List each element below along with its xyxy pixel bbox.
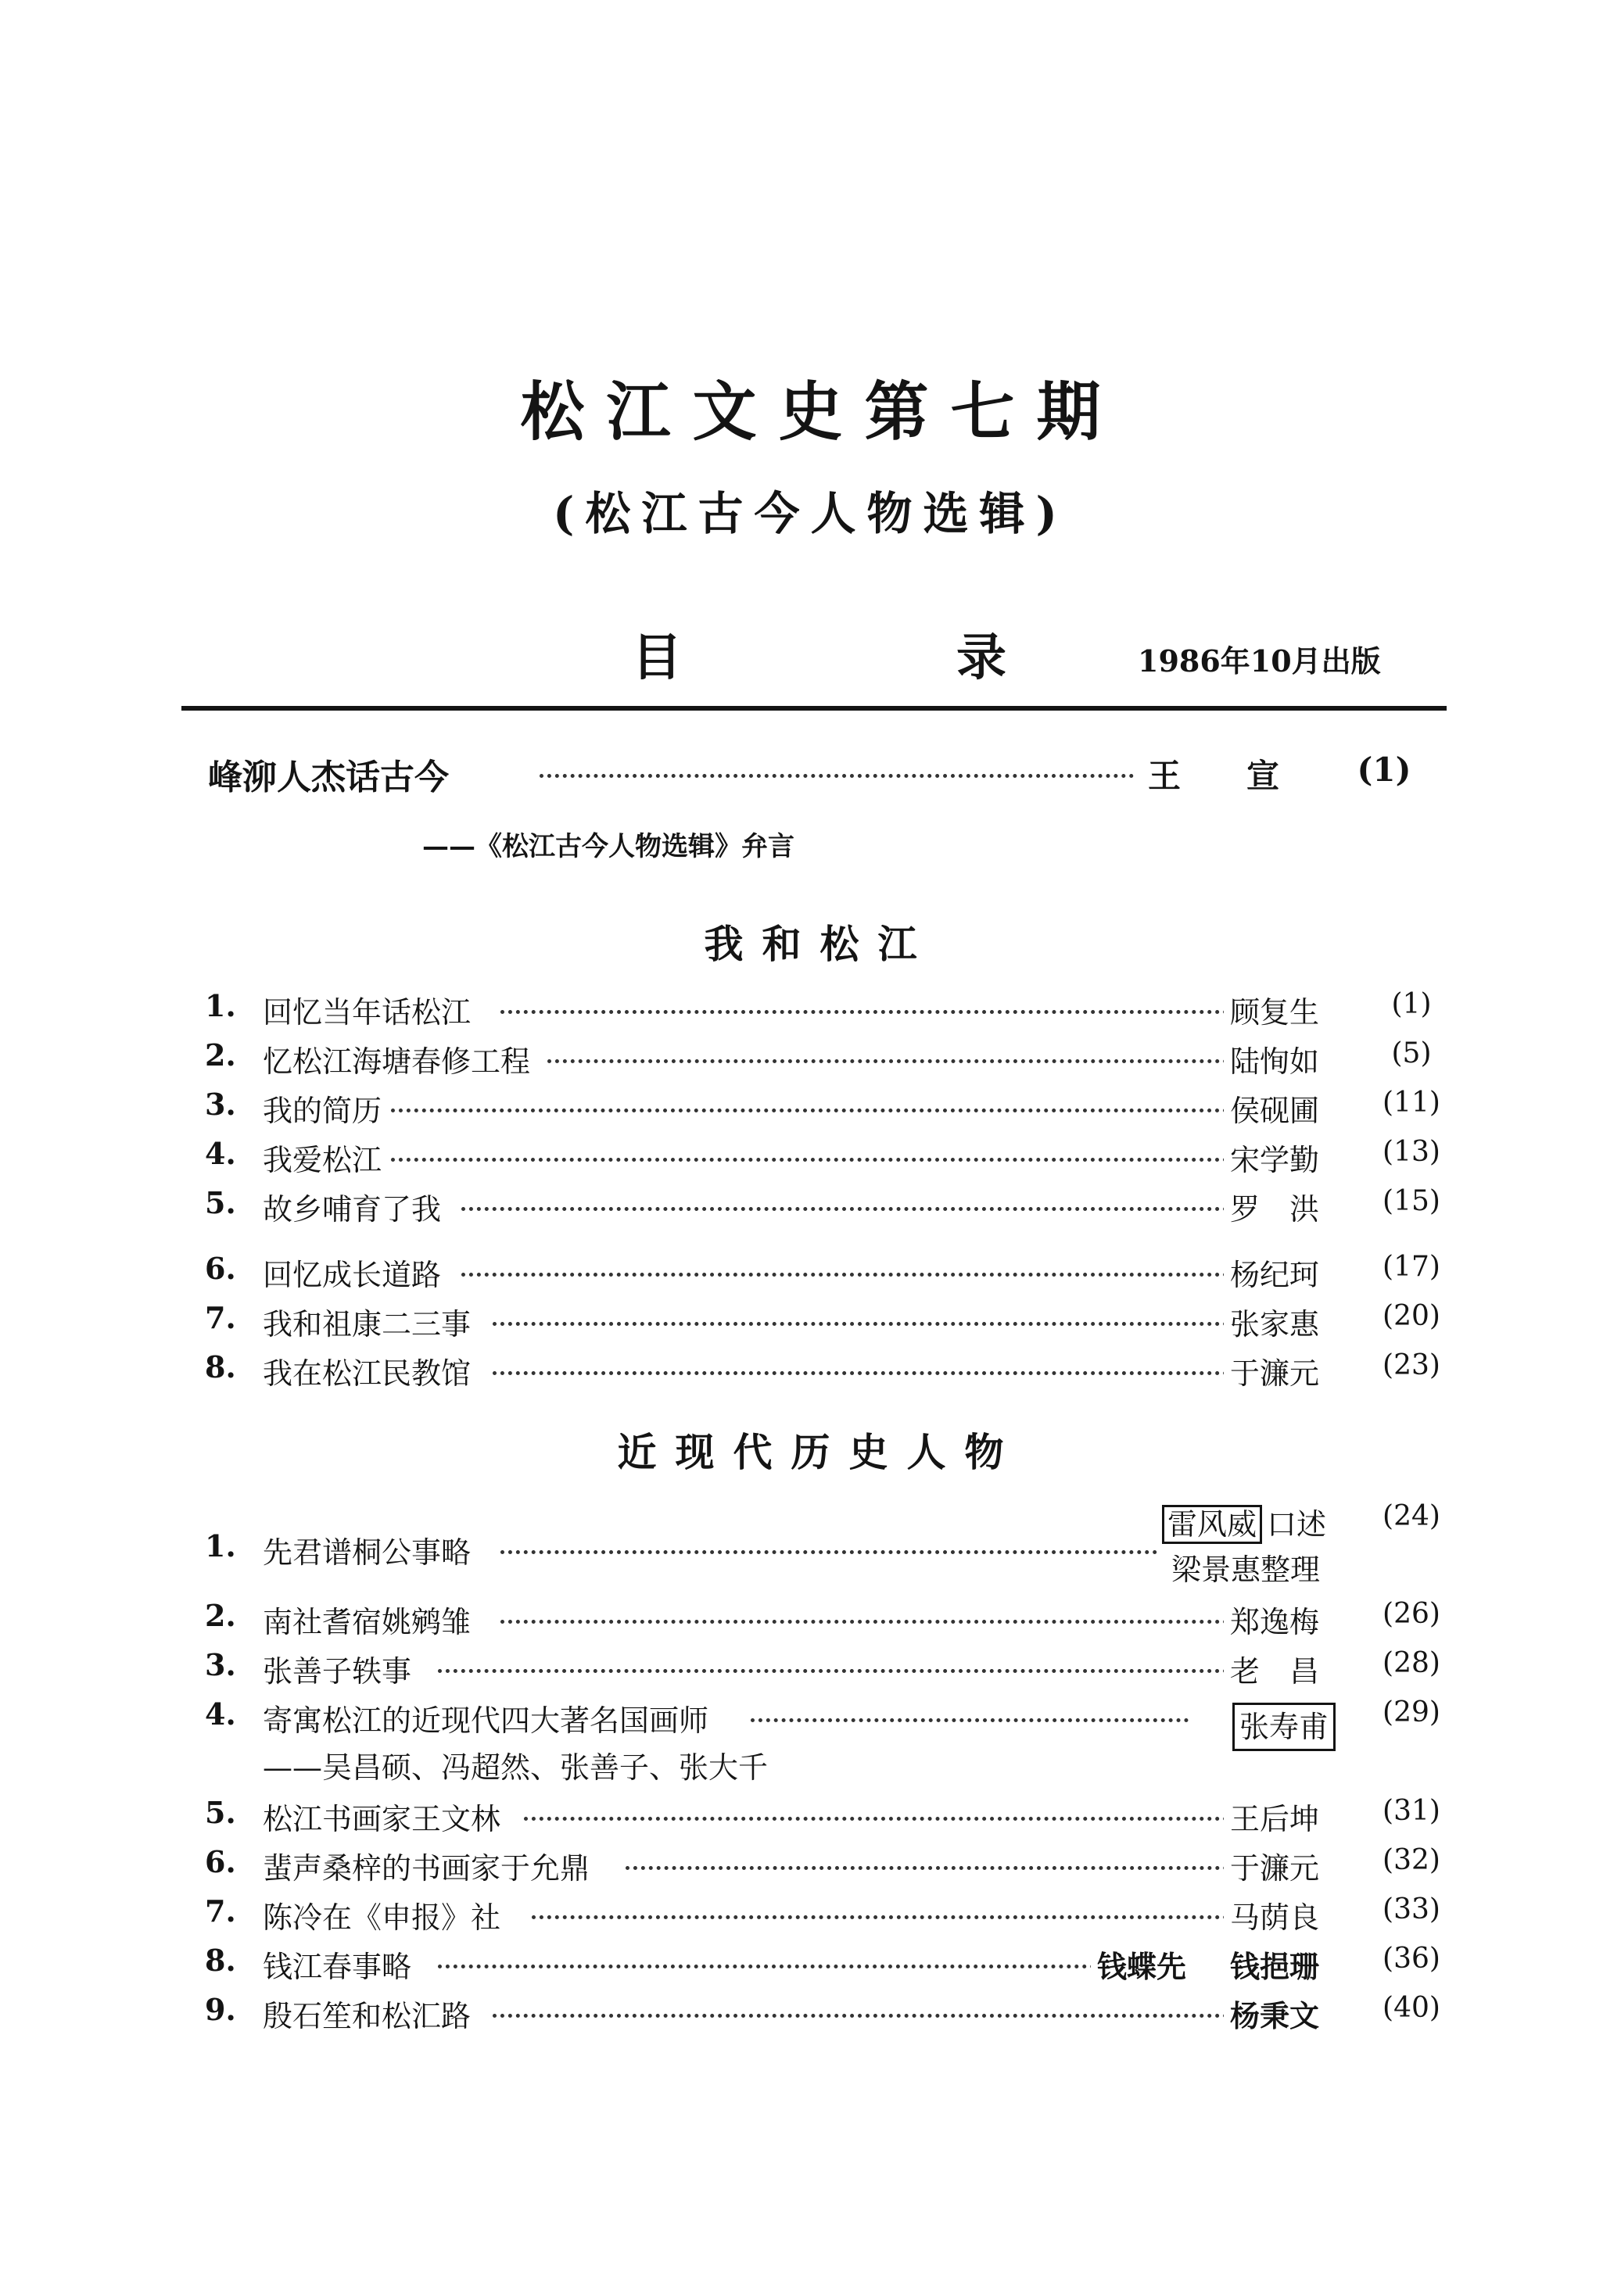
entry-page: (36)	[1383, 1943, 1440, 1975]
toc-entry[interactable]	[0, 1185, 1621, 1232]
toc-entry[interactable]	[0, 1300, 1621, 1347]
entry-number: 3.	[205, 1087, 236, 1122]
entry-author: 王后坤	[1224, 1795, 1319, 1838]
toc-entry[interactable]	[0, 1647, 1621, 1694]
entry-page: (24)	[1383, 1500, 1440, 1532]
entry-title: 故乡哺育了我	[263, 1185, 447, 1228]
entry-title: 殷石笙和松汇路	[263, 1992, 477, 2035]
entry-title: 忆松江海塘春修工程	[263, 1037, 536, 1080]
section-heading: 近现代历史人物	[617, 1429, 1023, 1475]
leader-dots	[493, 1371, 1228, 1375]
publication-date: 1986年10月出版	[1138, 643, 1381, 679]
entry-page: (13)	[1383, 1136, 1440, 1168]
leader-dots	[493, 1322, 1228, 1326]
entry-author: 王 宣	[1142, 750, 1279, 797]
entry-number: 1.	[205, 988, 236, 1023]
entry-number: 6.	[205, 1251, 236, 1286]
toc-entry[interactable]	[0, 1349, 1621, 1396]
toc-entry-foreword[interactable]	[0, 749, 1621, 796]
entry-author: 杨秉文	[1224, 1992, 1319, 2035]
entry-number: 5.	[205, 1795, 236, 1830]
toc-entry[interactable]	[0, 988, 1621, 1035]
toc-entry[interactable]	[0, 1696, 1621, 1785]
entry-author: 于濂元	[1224, 1349, 1319, 1392]
entry-title: 回忆成长道路	[263, 1251, 447, 1294]
entry-page: (26)	[1383, 1598, 1440, 1630]
toc-entry[interactable]	[0, 1037, 1621, 1084]
leader-dots	[500, 1010, 1228, 1014]
toc-entry[interactable]	[0, 1598, 1621, 1645]
header-rule	[181, 706, 1447, 711]
entry-author-group	[1156, 1500, 1326, 1543]
leader-dots	[751, 1718, 1189, 1722]
leader-dots	[500, 1620, 1228, 1624]
section-heading: 我和松江	[704, 921, 936, 967]
entry-page: (40)	[1383, 1992, 1440, 2024]
page-subtitle: (松江古今人物选辑)	[553, 487, 1068, 540]
entry-page: (23)	[1383, 1349, 1440, 1381]
entry-title: 回忆当年话松江	[263, 988, 477, 1031]
contents-heading-1: 目	[632, 629, 682, 687]
leader-dots	[524, 1817, 1228, 1821]
entry-page: (29)	[1383, 1696, 1440, 1728]
toc-entry[interactable]	[0, 1087, 1621, 1134]
entry-title: 我爱松江	[263, 1136, 388, 1179]
leader-dots	[461, 1273, 1228, 1277]
entry-author-boxed: 张寿甫	[1232, 1703, 1336, 1751]
entry-page: (17)	[1383, 1251, 1440, 1283]
entry-author: 杨纪珂	[1224, 1251, 1319, 1294]
entry-author-b: 钱挹珊	[1224, 1943, 1319, 1986]
toc-entry[interactable]	[0, 1893, 1621, 1940]
entry-page: (32)	[1383, 1844, 1440, 1876]
entry-number: 8.	[205, 1943, 236, 1978]
entry-author: 老 昌	[1224, 1647, 1319, 1690]
entry-author-a: 钱蝶先	[1091, 1943, 1186, 1986]
entry-author: 罗 洪	[1224, 1185, 1319, 1228]
leader-dots	[391, 1109, 1228, 1112]
entry-number: 4.	[205, 1696, 236, 1732]
toc-entry[interactable]	[0, 1136, 1621, 1183]
entry-author: 于濂元	[1224, 1844, 1319, 1887]
toc-entry[interactable]	[0, 1500, 1621, 1587]
entry-title: 我在松江民教馆	[263, 1349, 477, 1392]
entry-page: (11)	[1383, 1087, 1440, 1119]
leader-dots	[626, 1866, 1228, 1870]
entry-title: 蜚声桑梓的书画家于允鼎	[263, 1844, 596, 1887]
leader-dots	[438, 1669, 1228, 1673]
entry-title: 松江书画家王文林	[263, 1795, 507, 1838]
foreword-note: ——《松江古今人物选辑》弁言	[422, 831, 794, 862]
entry-subtitle: ——吴昌硕、冯超然、张善子、张大千	[263, 1743, 774, 1786]
entry-number: 2.	[205, 1598, 236, 1633]
leader-dots	[493, 2014, 1228, 2018]
leader-dots	[438, 1965, 1095, 1968]
entry-author: 顾复生	[1224, 988, 1319, 1031]
entry-page: (28)	[1383, 1647, 1440, 1679]
entry-author-boxed: 雷风威	[1162, 1505, 1262, 1544]
entry-title: 张善子轶事	[263, 1647, 418, 1690]
entry-title: 钱江春事略	[263, 1943, 418, 1986]
entry-title: 陈冷在《申报》社	[263, 1893, 507, 1936]
entry-page: (20)	[1383, 1300, 1440, 1332]
leader-dots	[391, 1158, 1228, 1162]
toc-entry[interactable]	[0, 1844, 1621, 1891]
entry-title: 先君谱桐公事略	[263, 1528, 477, 1571]
entry-author: 张家惠	[1224, 1300, 1319, 1343]
entry-number: 8.	[205, 1349, 236, 1384]
entry-number: 7.	[205, 1300, 236, 1335]
leader-dots	[500, 1550, 1157, 1554]
entry-author-group	[1226, 1703, 1336, 1746]
entry-number: 2.	[205, 1037, 236, 1073]
entry-number: 5.	[205, 1185, 236, 1220]
entry-number: 9.	[205, 1992, 236, 2027]
entry-author: 马荫良	[1224, 1893, 1319, 1936]
entry-author-line2: 梁景惠整理	[1165, 1546, 1320, 1589]
toc-entry[interactable]	[0, 1992, 1621, 2039]
page-title: 松江文史第七期	[520, 374, 1123, 450]
entry-page: (5)	[1391, 1037, 1432, 1069]
leader-dots	[532, 1915, 1228, 1919]
entry-page: (1)	[1391, 988, 1432, 1020]
toc-entry[interactable]	[0, 1943, 1621, 1990]
entry-number: 1.	[205, 1528, 236, 1564]
entry-number: 6.	[205, 1844, 236, 1879]
entry-author-suffix: 口述	[1267, 1507, 1327, 1542]
leader-dots	[461, 1207, 1228, 1211]
entry-page: (31)	[1383, 1795, 1440, 1827]
toc-entry[interactable]	[0, 1251, 1621, 1298]
entry-author: 侯砚圃	[1224, 1087, 1319, 1130]
toc-entry[interactable]	[0, 1795, 1621, 1842]
leader-dots	[540, 774, 1134, 778]
entry-title: 南社耆宿姚鹓雏	[263, 1598, 477, 1641]
entry-author: 郑逸梅	[1224, 1598, 1319, 1641]
entry-number: 7.	[205, 1893, 236, 1929]
entry-title: 峰泖人杰话古今	[208, 749, 455, 799]
entry-page: (33)	[1383, 1893, 1440, 1925]
entry-author: 陆恂如	[1224, 1037, 1319, 1080]
entry-page: (15)	[1383, 1185, 1440, 1217]
entry-title: 我和祖康二三事	[263, 1300, 477, 1343]
entry-page: (1)	[1357, 750, 1411, 789]
entry-number: 4.	[205, 1136, 236, 1171]
contents-heading-2: 录	[956, 629, 1006, 687]
entry-author: 宋学勤	[1224, 1136, 1319, 1179]
entry-number: 3.	[205, 1647, 236, 1682]
entry-title: 寄寓松江的近现代四大著名国画师	[263, 1696, 715, 1739]
leader-dots	[547, 1059, 1228, 1063]
entry-title: 我的简历	[263, 1087, 388, 1130]
